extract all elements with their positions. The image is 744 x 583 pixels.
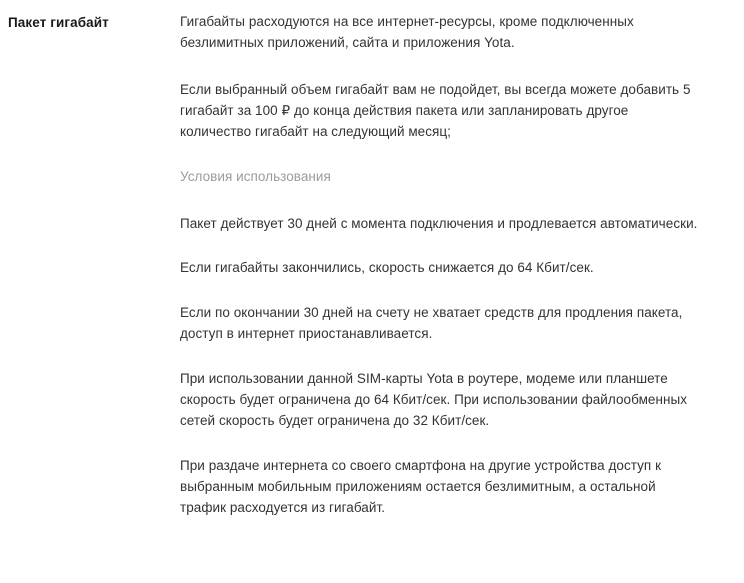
intro-paragraph-2: Если выбранный объем гигабайт вам не подойдет, вы всегда можете добавить 5 гигабайт за 100 ₽ до конца действия пакета или запланировать другое количество гигабайт на следующий месяц; bbox=[180, 81, 691, 139]
condition-paragraph-5: При раздаче интернета со своего смартфона на другие устройства доступ к выбранным мобильным приложениям остается безлимитным, а остальной трафик расходуется из гигабайт. bbox=[180, 457, 662, 515]
term-definition-row bbox=[8, 12, 724, 519]
condition-paragraph-3: Если по окончании 30 дней на счету не хватает средств для продления пакета, доступ в интернет приостанавливается. bbox=[180, 305, 683, 342]
definition-column bbox=[180, 12, 724, 519]
condition-paragraph-2: Если гигабайты закончились, скорость снижается до 64 Кбит/сек. bbox=[180, 260, 594, 276]
term-column bbox=[8, 12, 180, 32]
term-title: Пакет гигабайт bbox=[8, 15, 109, 30]
condition-paragraph-4: При использовании данной SIM-карты Yota в роутере, модеме или планшете скорость будет ограничена до 64 Кбит/сек. При использовании файлообменных сетей скорость будет ограничена до 32 Кбит/сек. bbox=[180, 371, 688, 429]
usage-conditions-heading: Условия использования bbox=[180, 168, 331, 184]
intro-paragraph-1: Гигабайты расходуются на все интернет-ресурсы, кроме подключенных безлимитных приложений, сайта и приложения Yota. bbox=[180, 14, 634, 50]
condition-paragraph-1: Пакет действует 30 дней с момента подключения и продлевается автоматически. bbox=[180, 215, 698, 231]
